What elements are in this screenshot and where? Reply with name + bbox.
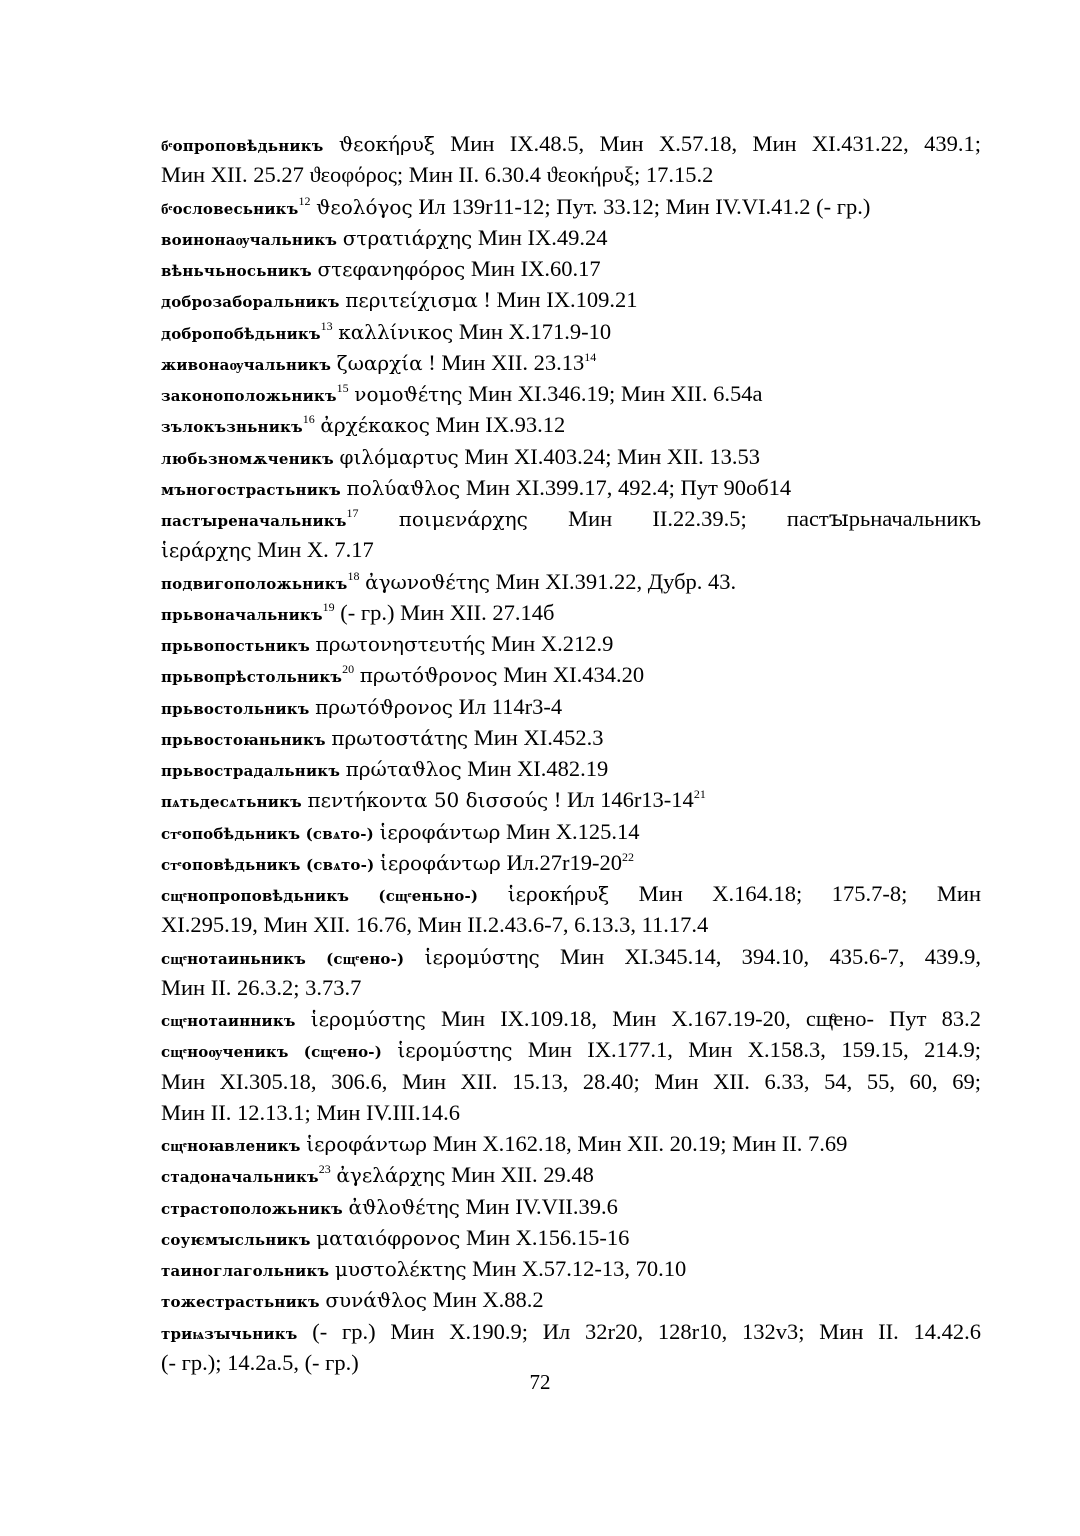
citation-text: Мин XI.452.3 — [468, 724, 604, 750]
text-line — [161, 534, 981, 565]
text-line — [161, 972, 981, 1003]
citation-text: Мин IX.109.18, Мин X.167.19-20, сщͤено- Пут 83.2 — [425, 1006, 981, 1031]
citation-text: Мин IX.93.12 — [429, 412, 566, 438]
text-line — [161, 284, 981, 315]
headword: законоположьникъ — [161, 387, 337, 405]
text-line — [161, 1316, 981, 1347]
headword: вѣньчьносьникъ — [161, 262, 312, 280]
headword: прьвострадальникъ — [161, 762, 341, 780]
headword: соуѥмꙑсльникъ — [161, 1230, 311, 1249]
text-line — [161, 316, 981, 347]
headword: воинонаѹчальникъ — [161, 230, 338, 249]
greek-equivalent: ἀρχέκακος — [320, 413, 430, 438]
greek-equivalent: μυστολέκτης — [334, 1257, 467, 1281]
citation-text: Мин II. 26.3.2; 3.73.7 — [161, 974, 362, 1000]
footnote-ref: 17 — [346, 506, 359, 520]
greek-equivalent: ἱεροκήρυξ — [507, 882, 610, 906]
text-line — [161, 909, 981, 940]
citation-text: ! Мин XII. 23.13 — [422, 349, 585, 375]
citation-text: Мин II.22.39.5; пастꙑрьначальникъ — [527, 506, 982, 531]
footnote-ref: 16 — [302, 412, 315, 427]
text-line — [161, 1097, 981, 1128]
text-line — [161, 659, 981, 690]
greek-equivalent: ἱεροφάντωρ — [380, 850, 501, 875]
greek-equivalent: ἀγελάρχης — [336, 1163, 446, 1188]
greek-equivalent: ζωαρχία — [336, 350, 423, 375]
greek-equivalent: πρωτονηστευτής — [315, 632, 486, 656]
greek-equivalent: ματαιόφρονος — [316, 1225, 461, 1250]
citation-text: Мин X.164.18; 175.7-8; Мин — [609, 881, 982, 906]
greek-equivalent: ἀϑλοϑέτης — [348, 1194, 460, 1219]
headword: прьвоначальникъ — [161, 605, 323, 624]
citation-text: (- гр.) Мин X.190.9; Ил 32r20, 128r10, 132v3; Мин II. 14.42.6 — [312, 1318, 982, 1344]
citation-text: Мин II. 12.13.1; Мин IV.III.14.6 — [161, 1099, 460, 1125]
citation-text: Мин XI.399.17, 492.4; Пут 90об14 — [460, 474, 792, 500]
text-line — [161, 409, 981, 440]
greek-equivalent: νομοϑέτης — [354, 382, 463, 406]
headword: сщͤнопроповѣдьникъ (сщͤеньно-) — [161, 887, 479, 905]
greek-equivalent: ποιμενάρχης — [398, 507, 528, 531]
citation-text: Мин X.57.12-13, 70.10 — [466, 1256, 687, 1281]
greek-equivalent: πολύαϑλος — [346, 475, 461, 500]
page-number: 72 — [529, 1370, 551, 1394]
greek-equivalent: πρωτόϑρονος — [359, 663, 498, 688]
text-line — [161, 503, 981, 534]
citation-text: Мин IX.48.5, Мин X.57.18, Мин XI.431.22, 439.1; — [434, 131, 982, 156]
footnote-ref: 19 — [322, 599, 335, 614]
text-line — [161, 253, 981, 284]
text-line — [161, 441, 981, 472]
greek-equivalent: ϑεολόγος — [316, 194, 413, 219]
headword: тожестрастьникъ — [161, 1293, 320, 1312]
headword: таиноглагольникъ — [161, 1262, 330, 1280]
citation-text: Мин X.171.9-10 — [453, 318, 612, 344]
text-line — [161, 1222, 981, 1253]
text-line — [161, 722, 981, 753]
greek-equivalent: καλλίνικος — [338, 319, 454, 344]
greek-equivalent: στεφανηφόρος — [317, 257, 466, 281]
text-line — [161, 1034, 981, 1065]
citation-text: Мин XI.346.19; Мин XII. 6.54а — [462, 381, 763, 406]
citation-text: Мин X.125.14 — [500, 818, 640, 844]
text-line — [161, 816, 981, 847]
citation-text: (- гр.) Мин XII. 27.14б — [340, 599, 555, 625]
text-line — [161, 128, 981, 159]
text-line — [161, 691, 981, 722]
greek-equivalent: ἱερομύστης — [424, 944, 540, 969]
citation-text: Мин XI.482.19 — [461, 756, 609, 781]
citation-text: Мин IX.177.1, Мин X.158.3, 159.15, 214.9; — [512, 1037, 981, 1063]
headword: бͤословесьникъ — [161, 199, 299, 218]
citation-text: Мин XI.391.22, Дубр. 43. — [489, 568, 737, 594]
headword: сщͤноꙗвленикъ — [161, 1137, 301, 1155]
greek-equivalent: πρώταϑλος — [345, 757, 462, 781]
headword: стадоначальникъ — [161, 1168, 319, 1187]
greek-equivalent: ἱεροφάντωρ — [306, 1132, 428, 1156]
greek-equivalent: περιτείχισμα — [345, 288, 478, 313]
citation-text: Мин X.156.15-16 — [460, 1224, 630, 1250]
headword: стͤопобѣдьникъ (свѧто-) — [161, 824, 374, 843]
greek-equivalent: ἱερομύστης — [397, 1038, 513, 1063]
footnote-ref: 22 — [622, 849, 635, 864]
citation-text: ! Мин IX.109.21 — [477, 287, 638, 313]
headword: прьвопрѣстольникъ — [161, 668, 343, 687]
citation-text: Мин IX.49.24 — [472, 224, 608, 250]
text-line — [161, 1128, 981, 1159]
greek-equivalent: ἱεράρχης — [161, 538, 252, 563]
footnote-ref: 21 — [693, 787, 706, 802]
headword: подвигоположьникъ — [161, 574, 348, 593]
footnote-ref: 18 — [347, 568, 360, 583]
text-line — [161, 1066, 981, 1097]
text-line — [161, 1253, 981, 1284]
citation-text: ! Ил 146r13-14 — [548, 787, 694, 813]
text-line — [161, 753, 981, 784]
headword: добропобѣдьникъ — [161, 324, 321, 343]
citation-text: Мин XI.305.18, 306.6, Мин XII. 15.13, 28.40; Мин XII. 6.33, 54, 55, 60, 69; — [161, 1068, 981, 1094]
footnote-ref: 13 — [320, 318, 333, 333]
citation-text: Мин XII. 29.48 — [445, 1162, 594, 1188]
headword: прьвостольникъ — [161, 699, 310, 718]
citation-text: Мин IX.60.17 — [465, 256, 601, 281]
greek-equivalent: στρατιάρχης — [342, 225, 473, 250]
greek-equivalent: φιλόμαρτυς — [339, 444, 459, 469]
headword: стͤоповѣдьникъ (свѧто-) — [161, 855, 375, 874]
citation-text: Ил 139r11-12; Пут. 33.12; Мин IV.VI.41.2 (- гр.) — [412, 193, 871, 219]
greek-equivalent: ϑεοκήρυξ — [338, 132, 435, 156]
headword: мъногострастьникъ — [161, 480, 341, 499]
greek-equivalent: ἀγωνοϑέτης — [365, 569, 490, 594]
headword: любьзномѫченикъ — [161, 449, 334, 468]
footnote-ref: 20 — [342, 662, 355, 677]
footnote-ref: 23 — [318, 1162, 331, 1177]
headword: прьвопостьникъ — [161, 637, 310, 655]
headword: сщͤнотаинникъ — [161, 1012, 296, 1030]
greek-equivalent: ἱερομύστης — [310, 1007, 426, 1031]
text-line — [161, 566, 981, 597]
dictionary-text-block — [161, 128, 981, 1378]
citation-text: Мин XI.345.14, 394.10, 435.6-7, 439.9, — [539, 943, 982, 969]
text-line — [161, 347, 981, 378]
text-line — [161, 628, 981, 659]
headword: живонаѹчальникъ — [161, 355, 332, 374]
citation-text: (- гр.); 14.2а.5, (- гр.) — [161, 1349, 359, 1375]
greek-equivalent: πρωτόϑρονος — [315, 694, 453, 719]
citation-text: Мин X.88.2 — [427, 1287, 544, 1313]
footnote-ref: 15 — [336, 381, 349, 395]
greek-equivalent: πεντήκοντα 50 δισσούς — [307, 788, 549, 813]
text-line — [161, 378, 981, 409]
greek-equivalent: πρωτοστάτης — [331, 725, 469, 750]
text-line — [161, 847, 981, 878]
headword: триѩзꙑчьникъ — [161, 1324, 298, 1343]
text-line — [161, 878, 981, 909]
headword: бͤопроповѣдьникъ — [161, 137, 324, 155]
text-line — [161, 1191, 981, 1222]
citation-text: Ил.27r19-20 — [500, 849, 623, 875]
text-line — [161, 597, 981, 628]
headword: доброзаборальникъ — [161, 293, 340, 312]
text-line — [161, 1284, 981, 1315]
citation-text: Мин X.162.18, Мин XII. 20.19; Мин II. 7.69 — [427, 1131, 848, 1156]
text-line — [161, 941, 981, 972]
headword: пѧтьдесѧтьникъ — [161, 793, 302, 812]
text-line — [161, 191, 981, 222]
footnote-ref: 12 — [298, 193, 311, 208]
text-line — [161, 784, 981, 815]
headword: сщͤнотаиньникъ (сщͤено-) — [161, 949, 405, 968]
headword: сщͤноѹченикъ (сщͤено-) — [161, 1043, 383, 1062]
headword: прьвостоꙗньникъ — [161, 730, 326, 749]
citation-text: Мин XI.434.20 — [497, 662, 645, 688]
greek-equivalent: συνάϑλος — [325, 1288, 428, 1313]
text-line — [161, 159, 981, 190]
text-line — [161, 1003, 981, 1034]
text-line — [161, 222, 981, 253]
citation-text: Мин X. 7.17 — [251, 537, 374, 563]
footnote-ref: 14 — [584, 349, 597, 364]
citation-text: Ил 114r3-4 — [452, 693, 563, 719]
citation-text: XI.295.19, Мин XII. 16.76, Мин II.2.43.6-7, 6.13.3, 11.17.4 — [161, 912, 709, 938]
citation-text: Мин XII. 25.27 ϑεοφόρος; Мин II. 6.30.4 ϑεοκήρυξ; 17.15.2 — [161, 162, 714, 188]
headword: страстоположьникъ — [161, 1199, 343, 1218]
citation-text: Мин XI.403.24; Мин XII. 13.53 — [458, 443, 760, 469]
text-line — [161, 472, 981, 503]
citation-text: Мин X.212.9 — [485, 631, 614, 656]
greek-equivalent: ἱεροφάντωρ — [379, 819, 501, 844]
text-line — [161, 1159, 981, 1190]
headword: пастꙑреначальникъ — [161, 512, 347, 530]
citation-text: Мин IV.VII.39.6 — [459, 1193, 618, 1219]
headword: зълокъзньникъ — [161, 418, 303, 437]
